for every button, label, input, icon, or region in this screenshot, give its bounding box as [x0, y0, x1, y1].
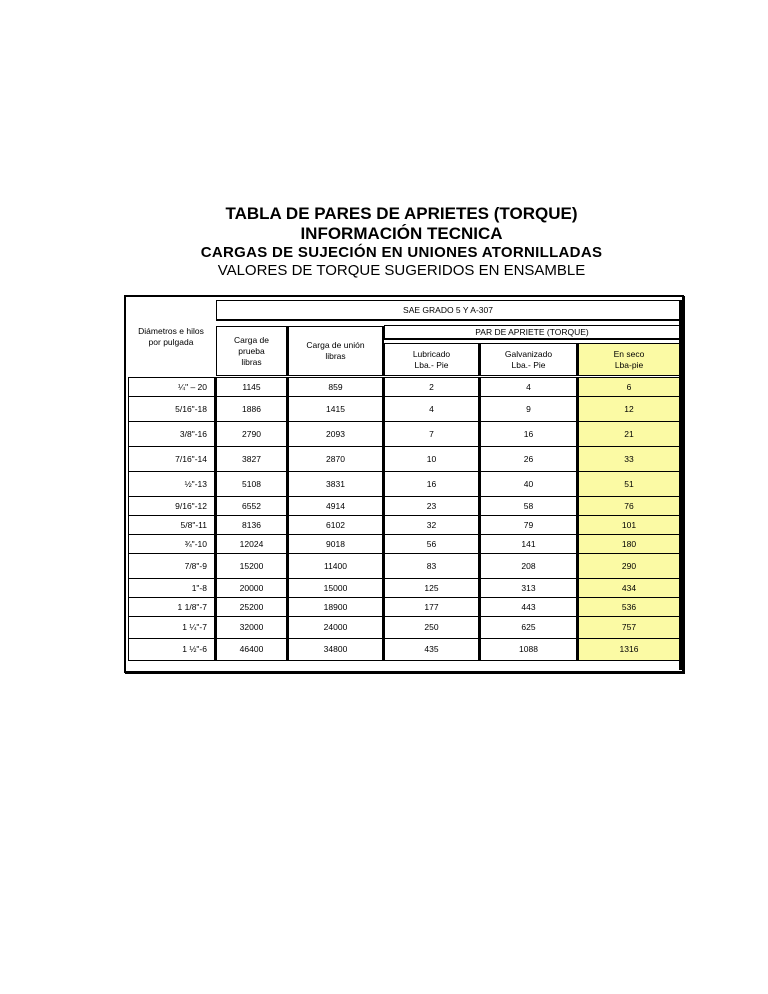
header-lubricado	[384, 343, 480, 376]
cell-seco-value: 51	[624, 478, 634, 489]
cell-seco-value: 290	[621, 560, 637, 571]
cell-lubricado-value: 177	[424, 601, 439, 612]
header-diametro	[128, 299, 214, 374]
cell-seco	[578, 396, 680, 422]
cell-diametro	[128, 534, 216, 554]
cell-seco-value: 76	[624, 500, 634, 511]
cell-diametro	[128, 616, 216, 639]
cell-carga-union-value: 9018	[326, 538, 345, 549]
cell-galvanizado	[480, 638, 578, 661]
cell-galvanizado-value: 141	[521, 538, 536, 549]
cell-diametro-value: 5/16"-18	[175, 403, 207, 414]
header-carga-prueba-text: Carga de prueba libras	[234, 334, 269, 367]
cell-seco-value: 33	[624, 453, 634, 464]
header-par-apriete	[384, 325, 680, 340]
cell-galvanizado-value: 1088	[519, 644, 538, 654]
cell-diametro-value: ½"-13	[184, 478, 207, 489]
cell-galvanizado	[480, 446, 578, 472]
header-carga-prueba	[216, 326, 288, 376]
cell-seco	[578, 578, 680, 598]
cell-galvanizado	[480, 515, 578, 535]
cell-carga-union-value: 11400	[323, 560, 347, 571]
cell-carga-union-value: 2870	[326, 453, 345, 464]
cell-carga-union	[288, 616, 384, 639]
cell-lubricado-value: 7	[429, 428, 434, 439]
cell-lubricado-value: 56	[426, 538, 437, 549]
cell-galvanizado-value: 443	[521, 601, 536, 612]
cell-carga-union	[288, 496, 384, 516]
cell-seco-value: 180	[621, 538, 637, 549]
cell-seco	[578, 515, 680, 535]
cell-seco-value: 536	[621, 601, 637, 612]
cell-diametro-value: 1 1/8"-7	[177, 601, 207, 612]
header-galvanizado-text: Galvanizado Lba.- Pie	[504, 348, 553, 370]
document-titles	[0, 204, 768, 280]
cell-seco-value: 101	[621, 519, 637, 530]
header-grado-text: SAE GRADO 5 Y A-307	[403, 304, 493, 315]
cell-carga-union-value: 3831	[326, 478, 345, 489]
cell-diametro-value: ¼" – 20	[177, 381, 207, 392]
cell-lubricado-value: 10	[426, 453, 437, 464]
cell-diametro-value: 3/8"-16	[179, 428, 207, 439]
cell-galvanizado-value: 58	[523, 500, 534, 511]
cell-seco-value: 12	[624, 403, 634, 414]
cell-diametro	[128, 396, 216, 422]
cell-carga-union-value: 4914	[326, 500, 345, 511]
cell-carga-union-value: 18900	[323, 601, 348, 612]
cell-lubricado-value: 4	[429, 403, 434, 414]
torque-table	[124, 295, 684, 673]
cell-carga-prueba-value: 5108	[242, 478, 261, 489]
cell-diametro	[128, 421, 216, 447]
cell-galvanizado-value: 9	[526, 403, 531, 414]
cell-diametro-value: 9/16"-12	[175, 500, 207, 511]
cell-lubricado	[384, 578, 480, 598]
cell-lubricado	[384, 446, 480, 472]
header-galvanizado	[480, 343, 578, 376]
cell-carga-prueba-value: 1886	[242, 403, 261, 414]
cell-carga-union	[288, 421, 384, 447]
cell-carga-union-value: 1415	[326, 403, 345, 414]
cell-diametro	[128, 578, 216, 598]
cell-lubricado	[384, 377, 480, 397]
cell-carga-union	[288, 377, 384, 397]
cell-galvanizado	[480, 578, 578, 598]
cell-lubricado	[384, 638, 480, 661]
cell-seco	[578, 534, 680, 554]
cell-galvanizado	[480, 396, 578, 422]
cell-lubricado	[384, 597, 480, 617]
cell-carga-union-value: 859	[328, 381, 343, 392]
cell-seco	[578, 421, 680, 447]
cell-seco	[578, 616, 680, 639]
header-diametro-text: Diámetros e hilos por pulgada	[138, 325, 204, 347]
cell-galvanizado-value: 4	[526, 381, 531, 392]
cell-carga-prueba-value: 20000	[239, 582, 264, 593]
cell-galvanizado-value: 26	[523, 453, 534, 464]
cell-carga-union	[288, 638, 384, 661]
cell-carga-prueba-value: 8136	[242, 519, 261, 530]
header-carga-union	[288, 326, 384, 376]
cell-galvanizado	[480, 421, 578, 447]
cell-carga-prueba-value: 32000	[239, 622, 264, 632]
cell-lubricado-value: 32	[426, 519, 437, 530]
cell-carga-union	[288, 597, 384, 617]
subtitle-cargas: CARGAS DE SUJECIÓN EN UNIONES ATORNILLADAS	[200, 244, 603, 261]
cell-galvanizado	[480, 553, 578, 579]
subtitle-valores: VALORES DE TORQUE SUGERIDOS EN ENSAMBLE	[217, 262, 586, 279]
cell-galvanizado-value: 625	[521, 622, 536, 632]
cell-seco	[578, 377, 680, 397]
cell-lubricado	[384, 616, 480, 639]
cell-galvanizado	[480, 534, 578, 554]
cell-galvanizado-value: 208	[521, 560, 536, 571]
cell-carga-union	[288, 515, 384, 535]
cell-seco	[578, 597, 680, 617]
cell-carga-prueba	[216, 578, 288, 598]
cell-diametro	[128, 597, 216, 617]
cell-seco-value: 757	[621, 622, 637, 632]
cell-lubricado	[384, 534, 480, 554]
cell-carga-prueba	[216, 496, 288, 516]
cell-carga-prueba-value: 15200	[239, 560, 264, 571]
cell-diametro-value: ¾"-10	[184, 538, 207, 549]
cell-diametro-value: 7/8"-9	[184, 560, 207, 571]
subtitle-info: INFORMACIÓN TECNICA	[300, 224, 503, 243]
cell-lubricado	[384, 421, 480, 447]
cell-carga-prueba	[216, 377, 288, 397]
header-par-text: PAR DE APRIETE (TORQUE)	[475, 326, 589, 337]
cell-carga-prueba-value: 25200	[239, 601, 264, 612]
cell-carga-prueba	[216, 515, 288, 535]
header-lubricado-text: Lubricado Lba.- Pie	[412, 348, 451, 370]
cell-carga-union-value: 6102	[326, 519, 345, 530]
cell-diametro-value: 1"-8	[191, 582, 207, 593]
cell-carga-union	[288, 396, 384, 422]
cell-carga-prueba-value: 12024	[239, 538, 264, 549]
cell-carga-prueba	[216, 616, 288, 639]
cell-lubricado-value: 2	[429, 381, 434, 392]
cell-carga-prueba	[216, 534, 288, 554]
cell-carga-union	[288, 578, 384, 598]
main-title: TABLA DE PARES DE APRIETES (TORQUE)	[225, 204, 578, 223]
cell-diametro-value: 1 ¼"-7	[182, 622, 207, 632]
cell-lubricado	[384, 553, 480, 579]
cell-galvanizado	[480, 377, 578, 397]
cell-diametro	[128, 377, 216, 397]
cell-lubricado	[384, 496, 480, 516]
cell-galvanizado	[480, 496, 578, 516]
cell-carga-union	[288, 446, 384, 472]
cell-lubricado	[384, 515, 480, 535]
cell-galvanizado-value: 40	[523, 478, 534, 489]
cell-seco	[578, 553, 680, 579]
cell-seco-value: 6	[626, 381, 632, 392]
cell-diametro	[128, 446, 216, 472]
cell-carga-prueba-value: 2790	[242, 428, 261, 439]
cell-carga-union	[288, 534, 384, 554]
cell-galvanizado-value: 16	[523, 428, 534, 439]
cell-carga-union-value: 24000	[323, 622, 348, 632]
cell-diametro-value: 1 ½"-6	[182, 644, 207, 654]
cell-lubricado-value: 435	[424, 644, 439, 654]
cell-carga-prueba-value: 3827	[242, 453, 261, 464]
cell-lubricado-value: 16	[426, 478, 437, 489]
cell-carga-union-value: 15000	[323, 582, 348, 593]
cell-diametro-value: 5/8"-11	[180, 519, 207, 530]
header-carga-union-text: Carga de unión libras	[306, 340, 365, 361]
cell-galvanizado-value: 79	[523, 519, 534, 530]
cell-carga-prueba-value: 6552	[242, 500, 261, 511]
cell-seco-value: 1316	[619, 644, 639, 654]
cell-galvanizado	[480, 597, 578, 617]
cell-carga-union-value: 2093	[326, 428, 345, 439]
cell-carga-union	[288, 553, 384, 579]
cell-carga-prueba	[216, 553, 288, 579]
header-seco-text: En seco Lba-pie	[613, 348, 645, 370]
cell-carga-prueba-value: 46400	[239, 644, 264, 654]
cell-carga-prueba	[216, 638, 288, 661]
cell-seco-value: 21	[624, 428, 634, 439]
cell-carga-prueba	[216, 471, 288, 497]
cell-diametro	[128, 553, 216, 579]
header-grado	[216, 300, 680, 321]
cell-diametro	[128, 471, 216, 497]
cell-seco	[578, 638, 680, 661]
cell-carga-union	[288, 471, 384, 497]
cell-seco	[578, 446, 680, 472]
cell-lubricado-value: 125	[424, 582, 439, 593]
cell-diametro	[128, 496, 216, 516]
cell-galvanizado-value: 313	[521, 582, 536, 593]
cell-lubricado	[384, 396, 480, 422]
cell-seco-value: 434	[621, 582, 637, 593]
cell-carga-prueba	[216, 597, 288, 617]
cell-lubricado-value: 23	[426, 500, 437, 511]
cell-lubricado	[384, 471, 480, 497]
cell-carga-union-value: 34800	[323, 644, 348, 654]
cell-carga-prueba	[216, 446, 288, 472]
cell-carga-prueba-value: 1145	[242, 381, 261, 392]
cell-diametro	[128, 515, 216, 535]
cell-carga-prueba	[216, 421, 288, 447]
header-seco	[578, 343, 680, 376]
cell-diametro	[128, 638, 216, 661]
cell-carga-prueba	[216, 396, 288, 422]
cell-seco	[578, 496, 680, 516]
cell-seco	[578, 471, 680, 497]
cell-lubricado-value: 250	[424, 622, 439, 632]
cell-lubricado-value: 83	[426, 560, 437, 571]
cell-diametro-value: 7/16"-14	[175, 453, 207, 464]
cell-galvanizado	[480, 616, 578, 639]
cell-galvanizado	[480, 471, 578, 497]
